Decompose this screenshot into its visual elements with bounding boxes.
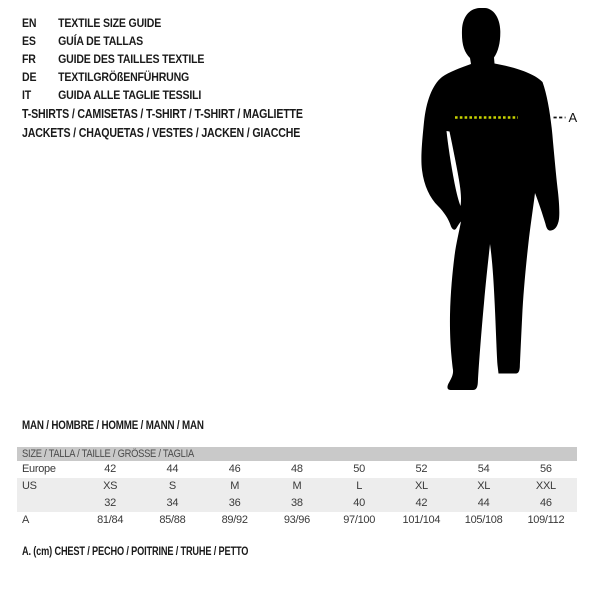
table-row-a: [17, 512, 577, 529]
garment-line-tshirts: T-SHIRTS / CAMISETAS / T-SHIRT / T-SHIRT / MAGLIETTE: [22, 107, 303, 121]
table-cell: 46: [540, 497, 552, 509]
table-cell: XXL: [535, 480, 556, 492]
table-cell: 56: [540, 463, 552, 475]
section-title-man: MAN / HOMBRE / HOMME / MANN / MAN: [22, 420, 204, 432]
language-row: [22, 68, 204, 86]
measurement-label-a: A: [568, 110, 578, 125]
lang-label: GUIDE DES TAILLES TEXTILE: [58, 52, 205, 66]
table-cell: 40: [353, 497, 365, 509]
lang-code: ES: [22, 34, 36, 48]
table-cell: XL: [477, 480, 491, 492]
lang-label: GUÍA DE TALLAS: [58, 34, 144, 48]
table-cell: M: [230, 480, 240, 492]
table-cell: 36: [228, 497, 241, 509]
size-table: [17, 447, 577, 529]
table-cell: 81/84: [97, 514, 124, 526]
language-row: [22, 32, 204, 50]
table-cell: L: [356, 480, 363, 492]
table-cell: XS: [103, 480, 118, 492]
table-cell: 42: [104, 463, 116, 475]
row-label: US: [22, 480, 37, 492]
size-table-header: [17, 447, 577, 461]
lang-code: IT: [22, 88, 32, 102]
table-cell: 48: [291, 463, 303, 475]
lang-label: TEXTILE SIZE GUIDE: [58, 16, 162, 30]
measurement-footnote: A. (cm) CHEST / PECHO / POITRINE / TRUHE / PETTO: [22, 546, 249, 558]
table-cell: 46: [228, 463, 241, 475]
table-cell: 42: [415, 497, 428, 509]
lang-label: TEXTILGRÖßENFÜHRUNG: [58, 70, 190, 84]
table-cell: 93/96: [283, 514, 310, 526]
table-cell: 44: [477, 497, 490, 509]
size-table-header-label: SIZE / TALLA / TAILLE / GRÖSSE / TAGLIA: [22, 448, 194, 460]
row-label: A: [22, 514, 30, 526]
table-cell: 54: [477, 463, 490, 475]
garment-types: [22, 105, 352, 143]
row-label: Europe: [22, 463, 56, 475]
language-row: [22, 14, 204, 32]
row-label: [17, 495, 79, 512]
table-cell: 32: [104, 497, 116, 509]
table-cell: M: [292, 480, 302, 492]
language-row: [22, 86, 204, 104]
table-cell: 89/92: [221, 514, 248, 526]
lang-code: FR: [22, 52, 36, 66]
garment-line-jackets: JACKETS / CHAQUETAS / VESTES / JACKEN / GIACCHE: [22, 126, 301, 140]
table-cell: 38: [291, 497, 303, 509]
table-cell: 52: [415, 463, 428, 475]
lang-label: GUIDA ALLE TAGLIE TESSILI: [58, 88, 202, 102]
table-cell: 101/104: [402, 514, 441, 526]
language-list: [22, 14, 229, 104]
table-cell: 109/112: [527, 514, 565, 526]
table-cell: S: [168, 480, 176, 492]
table-cell: 85/88: [159, 514, 186, 526]
language-row: [22, 50, 204, 68]
table-cell: 44: [166, 463, 179, 475]
lang-code: DE: [22, 70, 37, 84]
man-silhouette: [421, 8, 559, 390]
lang-code: EN: [22, 16, 37, 30]
table-cell: 50: [353, 463, 365, 475]
man-silhouette-figure: [405, 0, 600, 400]
table-cell: 97/100: [343, 514, 376, 526]
table-row-europe: [17, 461, 577, 478]
table-row-us: [17, 478, 577, 495]
table-cell: 105/108: [464, 514, 503, 526]
table-cell: XL: [414, 480, 428, 492]
table-cell: 34: [166, 497, 179, 509]
table-row-numeric: [17, 495, 577, 512]
